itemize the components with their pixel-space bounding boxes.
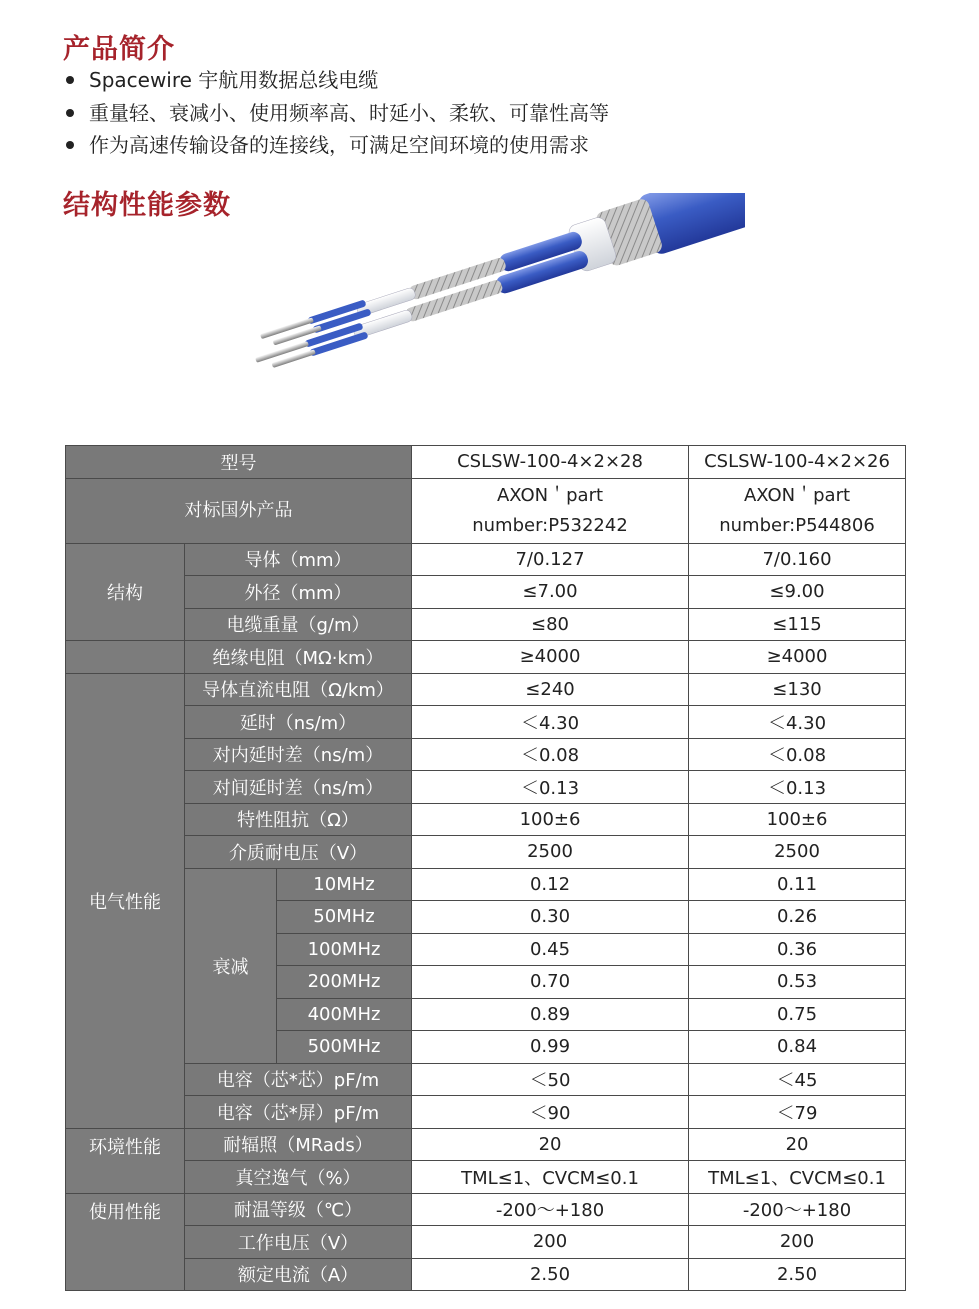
row-value: ≥4000 — [689, 641, 906, 674]
row-value: ＜4.30 — [412, 706, 689, 739]
row-value: 2.50 — [412, 1258, 689, 1291]
row-label: 介质耐电压（V） — [185, 836, 412, 869]
row-label: 真空逸气（%） — [185, 1161, 412, 1194]
row-value: 0.12 — [412, 868, 689, 901]
row-value: 20 — [689, 1128, 906, 1161]
row-value: 0.75 — [689, 998, 906, 1031]
row-label: 延时（ns/m） — [185, 706, 412, 739]
row-value: -200～+180 — [689, 1193, 906, 1226]
row-label: 绝缘电阻（MΩ·km） — [185, 641, 412, 674]
row-value: 200 — [412, 1226, 689, 1259]
row-label: 额定电流（A） — [185, 1258, 412, 1291]
row-value: ≤9.00 — [689, 576, 906, 609]
row-label: 对内延时差（ns/m） — [185, 738, 412, 771]
row-value: 2.50 — [689, 1258, 906, 1291]
row-label: 200MHz — [277, 966, 412, 999]
row-value: 7/0.160 — [689, 543, 906, 576]
table-row — [66, 706, 906, 739]
row-value: ＜0.13 — [412, 771, 689, 804]
table-row — [66, 738, 906, 771]
row-value: 20 — [412, 1128, 689, 1161]
row-label: 外径（mm） — [185, 576, 412, 609]
row-value: ＜4.30 — [689, 706, 906, 739]
category-structure: 结构 — [66, 543, 185, 641]
row-label: 100MHz — [277, 933, 412, 966]
table-row — [66, 1193, 906, 1226]
row-value: 0.11 — [689, 868, 906, 901]
model-2: CSLSW-100-4×2×26 — [689, 446, 906, 479]
table-row — [66, 608, 906, 641]
table-row — [66, 1096, 906, 1129]
row-value: ≤115 — [689, 608, 906, 641]
table-row — [66, 836, 906, 869]
row-label: 50MHz — [277, 901, 412, 934]
ref-2 — [689, 478, 906, 543]
row-value: 200 — [689, 1226, 906, 1259]
row-value: ≥4000 — [412, 641, 689, 674]
ref-1-line1: AXON＇part — [496, 484, 604, 506]
row-value: 0.53 — [689, 966, 906, 999]
row-value: 0.89 — [412, 998, 689, 1031]
row-label: 导体直流电阻（Ω/km） — [185, 673, 412, 706]
spec-table — [65, 445, 906, 1291]
row-value: 100±6 — [412, 803, 689, 836]
table-row — [66, 478, 906, 543]
table-row — [66, 446, 906, 479]
row-value: 0.26 — [689, 901, 906, 934]
row-value: ＜0.13 — [689, 771, 906, 804]
ref-2-line2: number:P544806 — [719, 514, 875, 536]
list-item — [66, 97, 609, 130]
row-value: 2500 — [689, 836, 906, 869]
row-label: 10MHz — [277, 868, 412, 901]
table-row — [66, 576, 906, 609]
ref-2-line1: AXON＇part — [743, 484, 851, 506]
row-label: 对间延时差（ns/m） — [185, 771, 412, 804]
row-value: -200～+180 — [412, 1193, 689, 1226]
row-value: 0.30 — [412, 901, 689, 934]
table-row — [66, 868, 906, 901]
category-environment: 环境性能 — [66, 1128, 185, 1193]
row-label: 导体（mm） — [185, 543, 412, 576]
bullet-text: 作为高速传输设备的连接线，可满足空间环境的使用需求 — [89, 133, 589, 157]
row-value: ＜45 — [689, 1063, 906, 1096]
row-value: ＜90 — [412, 1096, 689, 1129]
table-row — [66, 673, 906, 706]
row-value: ＜0.08 — [689, 738, 906, 771]
cable-image — [240, 193, 745, 373]
bullet-icon — [66, 109, 74, 117]
list-item — [66, 129, 609, 162]
row-label: 500MHz — [277, 1031, 412, 1064]
row-value: 0.70 — [412, 966, 689, 999]
spec-title: 结构性能参数 — [63, 190, 231, 221]
row-value: TML≤1、CVCM≤0.1 — [689, 1161, 906, 1194]
row-value: ≤80 — [412, 608, 689, 641]
bullet-text: 重量轻、衰减小、使用频率高、时延小、柔软、可靠性高等 — [89, 100, 609, 125]
table-row — [66, 641, 906, 674]
row-value: ＜0.08 — [412, 738, 689, 771]
table-row — [66, 1161, 906, 1194]
table-row — [66, 803, 906, 836]
category-attenuation: 衰减 — [185, 868, 277, 1063]
row-label: 400MHz — [277, 998, 412, 1031]
table-row — [66, 543, 906, 576]
row-label: 耐温等级（℃） — [185, 1193, 412, 1226]
row-label: 耐辐照（MRads） — [185, 1128, 412, 1161]
row-value: 0.99 — [412, 1031, 689, 1064]
row-label: 电容（芯*屏）pF/m — [185, 1096, 412, 1129]
bullet-icon — [66, 76, 74, 84]
table-row — [66, 1258, 906, 1291]
row-value: 0.45 — [412, 933, 689, 966]
row-value: ≤7.00 — [412, 576, 689, 609]
row-value: 2500 — [412, 836, 689, 869]
row-value: ≤130 — [689, 673, 906, 706]
category-electrical: 电气性能 — [66, 673, 185, 1128]
row-label: 特性阻抗（Ω） — [185, 803, 412, 836]
row-label: 电缆重量（g/m） — [185, 608, 412, 641]
row-value: 0.84 — [689, 1031, 906, 1064]
row-value: TML≤1、CVCM≤0.1 — [412, 1161, 689, 1194]
intro-title: 产品简介 — [63, 34, 175, 65]
bullet-text: Spacewire 宇航用数据总线电缆 — [89, 68, 379, 92]
row-label: 电容（芯*芯）pF/m — [185, 1063, 412, 1096]
model-1: CSLSW-100-4×2×28 — [412, 446, 689, 479]
row-value: 100±6 — [689, 803, 906, 836]
intro-bullet-list — [66, 64, 609, 162]
list-item — [66, 64, 609, 97]
model-label: 型号 — [66, 446, 412, 479]
ref-label: 对标国外产品 — [66, 478, 412, 543]
row-value: ≤240 — [412, 673, 689, 706]
category-empty — [66, 641, 185, 674]
row-label: 工作电压（V） — [185, 1226, 412, 1259]
ref-1-line2: number:P532242 — [472, 514, 628, 536]
row-value: 0.36 — [689, 933, 906, 966]
table-row — [66, 1063, 906, 1096]
table-row — [66, 1128, 906, 1161]
ref-1 — [412, 478, 689, 543]
bullet-icon — [66, 141, 74, 149]
table-row — [66, 771, 906, 804]
row-value: ＜79 — [689, 1096, 906, 1129]
row-value: ＜50 — [412, 1063, 689, 1096]
category-usage: 使用性能 — [66, 1193, 185, 1291]
table-row — [66, 1226, 906, 1259]
row-value: 7/0.127 — [412, 543, 689, 576]
